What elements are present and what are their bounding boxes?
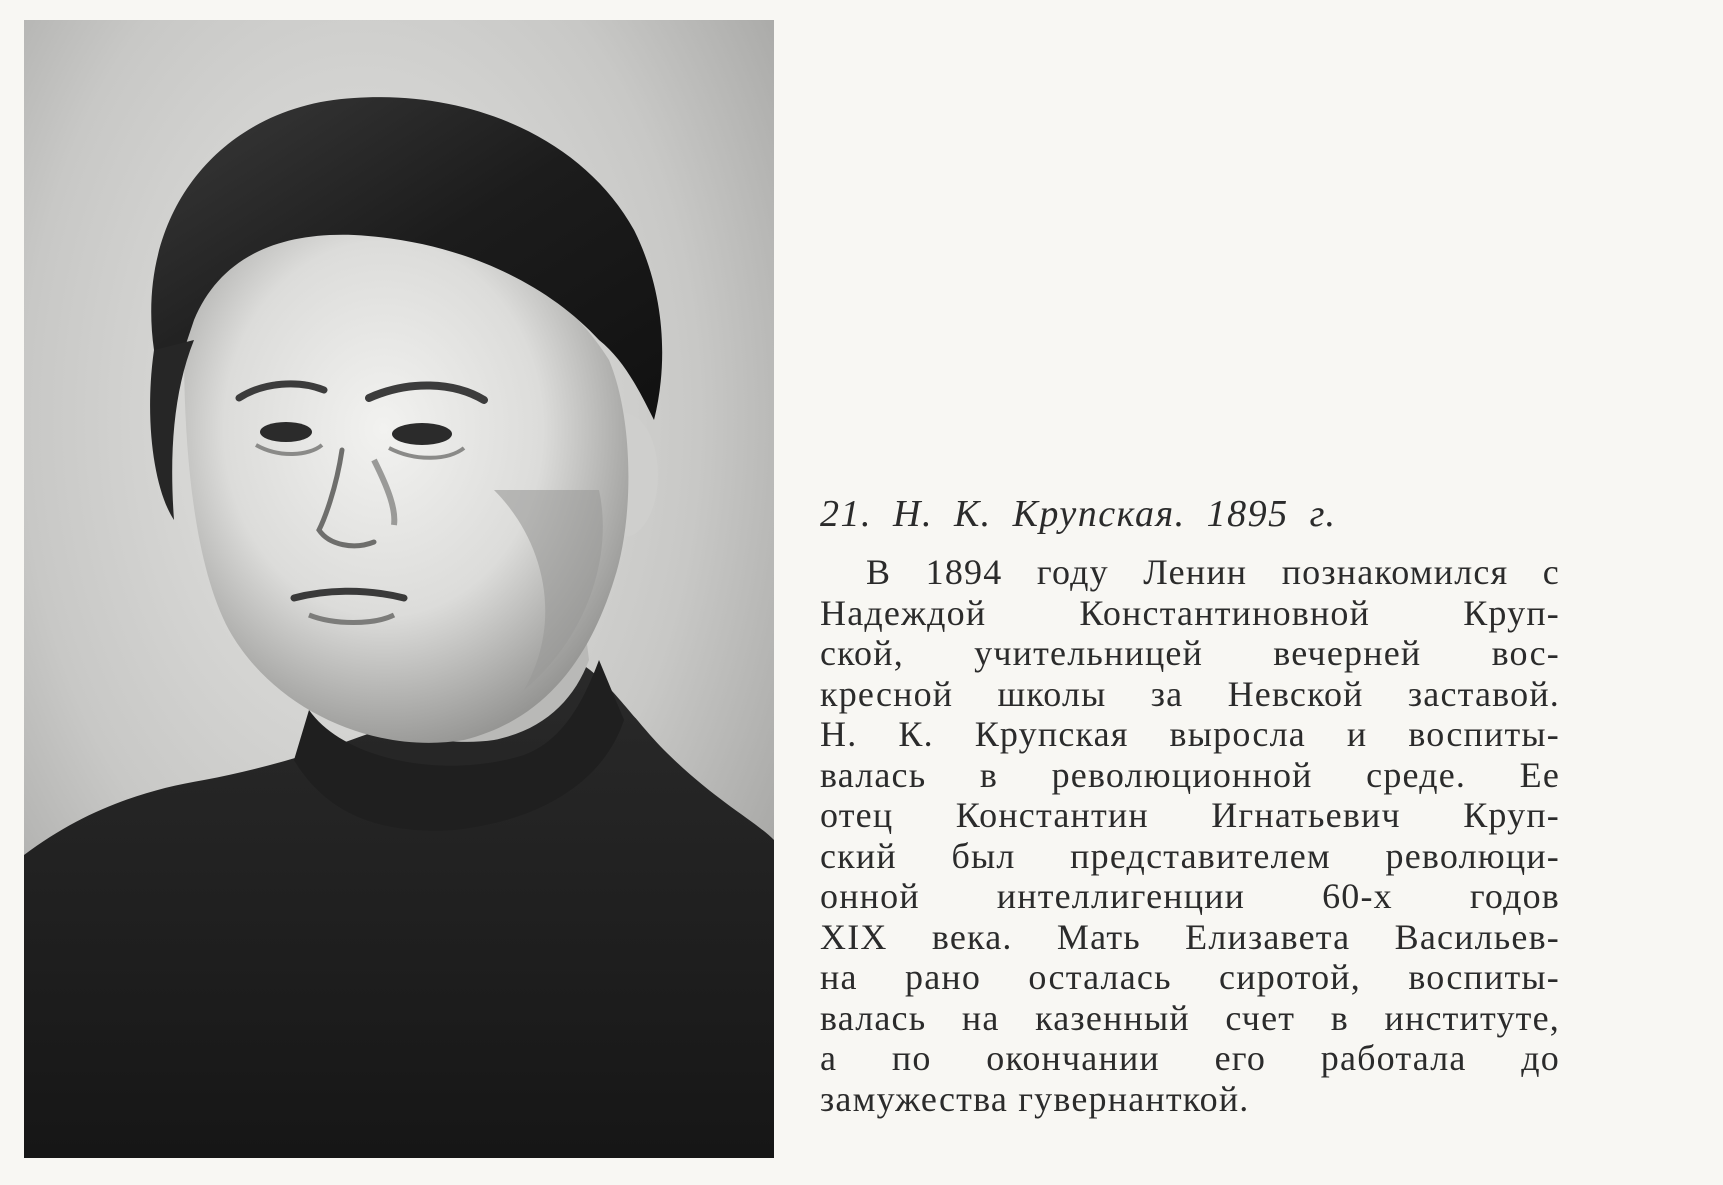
- left-eye: [260, 422, 312, 442]
- body-line: замужества гувернанткой.: [820, 1078, 1250, 1119]
- body-line: онной интеллигенции 60-х годов: [820, 876, 1560, 916]
- portrait-photo: [24, 20, 774, 1158]
- body-line: а по окончании его работала до: [820, 1038, 1560, 1078]
- body-line: кресной школы за Невской заставой.: [820, 673, 1560, 714]
- body-line: валась на казенный счет в институте,: [820, 997, 1560, 1038]
- photo-caption: 21. Н. К. Крупская. 1895 г.: [820, 493, 1337, 535]
- body-line: валась в революционной среде. Ее: [820, 754, 1560, 795]
- body-line: В 1894 году Ленин познакомился с: [866, 552, 1560, 592]
- portrait-image: [24, 20, 774, 1158]
- right-eye: [392, 423, 452, 445]
- text-column: [820, 488, 1560, 1119]
- body-line: ской, учительницей вечерней вос-: [820, 633, 1560, 673]
- body-line: ский был представителем революци-: [820, 835, 1560, 876]
- body-line: Надеждой Константиновной Круп-: [820, 592, 1560, 633]
- body-line: отец Константин Игнатьевич Круп-: [820, 795, 1560, 835]
- body-line: на рано осталась сиротой, воспиты-: [820, 957, 1560, 997]
- body-line: XIX века. Мать Елизавета Васильев-: [820, 916, 1560, 957]
- body-paragraph: [820, 552, 1560, 1119]
- body-line: Н. К. Крупская выросла и воспиты-: [820, 714, 1560, 754]
